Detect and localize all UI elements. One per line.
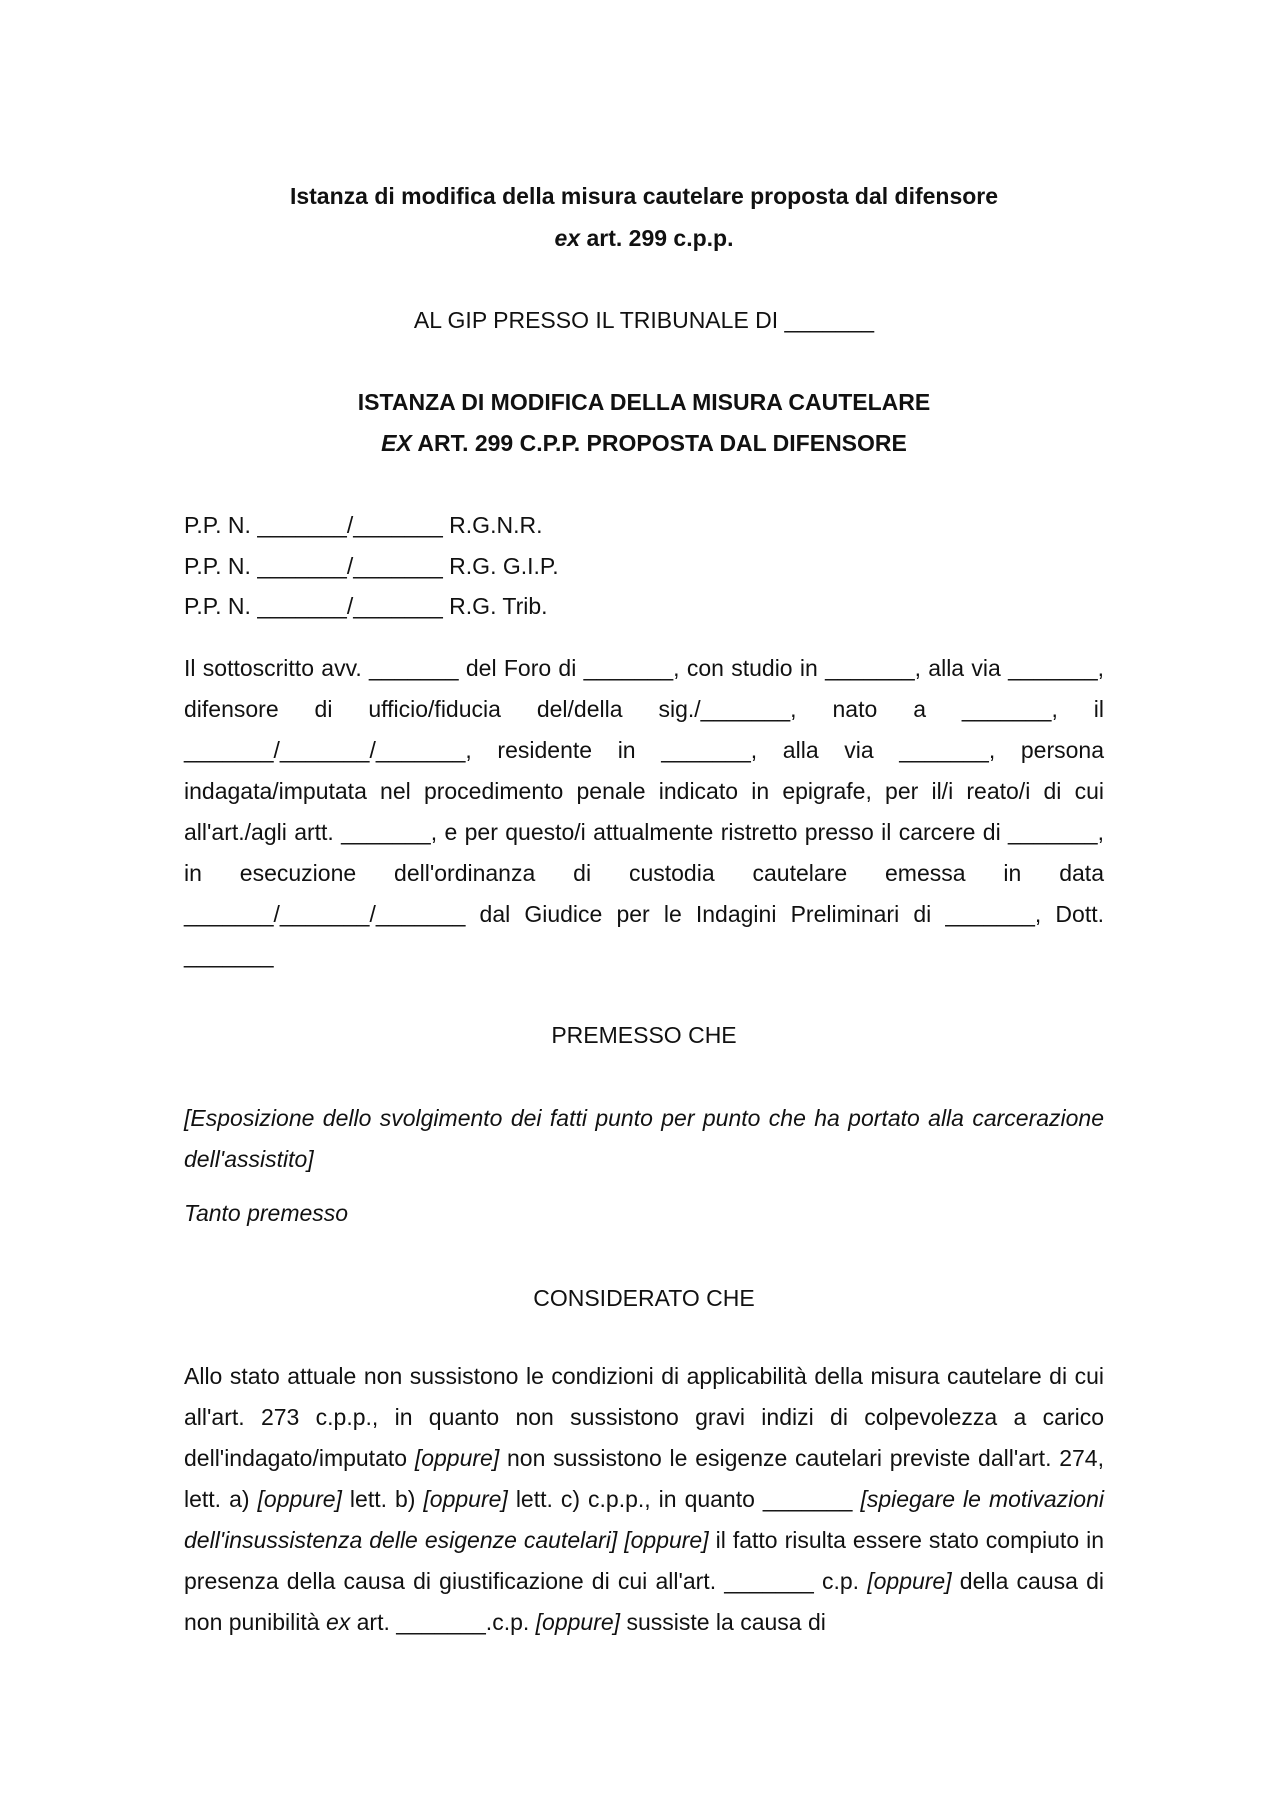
oppure-2: [oppure] bbox=[257, 1486, 342, 1512]
premesso-text: [Esposizione dello svolgimento dei fatti punto per punto che ha portato alla carcerazione dell'assistito] bbox=[184, 1105, 1104, 1172]
oppure-3: [oppure] bbox=[423, 1486, 508, 1512]
tanto-premesso: Tanto premesso bbox=[184, 1200, 349, 1226]
spiegare-note: [spiegare le motivazioni dell'insussistenza delle esigenze cautelari] bbox=[184, 1486, 1104, 1553]
addressee: AL GIP PRESSO IL TRIBUNALE DI _______ bbox=[413, 307, 875, 333]
title-article: art. 299 c.p.p. bbox=[580, 225, 734, 251]
considerato-text-2: non sussistono le esigenze cautelari previste dall'art. 274, lett. a) bbox=[184, 1445, 1104, 1512]
considerato-text-1: Allo stato attuale non sussistono le condizioni di applicabilità della misura cautelare di cui all'art. 273 c.p.p., in quanto non sussistono gravi indizi di colpevolezza a carico dell'indagato/imputato bbox=[184, 1363, 1104, 1471]
considerato-paragraph bbox=[184, 1356, 1104, 1643]
section-premesso: PREMESSO CHE bbox=[551, 1022, 737, 1048]
document-title-line2 bbox=[184, 225, 1104, 252]
case-number-gip: P.P. N. _______/_______ R.G. G.I.P. bbox=[184, 553, 559, 579]
oppure-6: [oppure] bbox=[535, 1609, 621, 1635]
document-title-line1: Istanza di modifica della misura cautelare proposta dal difensore bbox=[289, 183, 999, 209]
heading-line1: ISTANZA DI MODIFICA DELLA MISURA CAUTELARE bbox=[357, 389, 931, 415]
considerato-text-8: art. _______.c.p. bbox=[350, 1609, 536, 1635]
considerato-text-6: il fatto risulta essere stato compiuto in presenza della causa di giustificazione di cui all'art. _______ c.p. bbox=[184, 1527, 1105, 1594]
considerato-text-7: della causa di non punibilità bbox=[184, 1568, 1105, 1635]
oppure-1: [oppure] bbox=[414, 1445, 500, 1471]
heading-article: ART. 299 C.P.P. PROPOSTA DAL DIFENSORE bbox=[411, 430, 907, 456]
considerato-text-9: sussiste la causa di bbox=[620, 1609, 826, 1635]
case-number-trib: P.P. N. _______/_______ R.G. Trib. bbox=[184, 593, 548, 619]
heading-ex: EX bbox=[381, 430, 412, 456]
heading-line2 bbox=[184, 430, 1104, 457]
section-considerato: CONSIDERATO CHE bbox=[533, 1285, 755, 1311]
case-number-rgnr: P.P. N. _______/_______ R.G.N.R. bbox=[184, 512, 543, 538]
considerato-ex: ex bbox=[325, 1609, 351, 1635]
oppure-4: [oppure] bbox=[624, 1527, 709, 1553]
considerato-text-4: lett. c) c.p.p., in quanto _______ bbox=[507, 1486, 861, 1512]
title-ex: ex bbox=[554, 225, 581, 251]
intro-paragraph: Il sottoscritto avv. _______ del Foro di _______, con studio in _______, alla via _______, difensore di ufficio/fiducia del/della sig./_______, nato a _______, il _______/_______/_______, residente in _______, alla via _______, persona indagata/imputata nel procedimento penale indicato in epigrafe, per il/i reato/i di cui all'art./agli artt. _______, e per questo/i attualmente ristretto presso il carcere di _______, in esecuzione dell'ordinanza di custodia cautelare emessa in data _______/_______/_______ dal Giudice per le Indagini Preliminari di _______, Dott. _______ bbox=[184, 655, 1104, 968]
oppure-5: [oppure] bbox=[867, 1568, 952, 1594]
considerato-text-3: lett. b) bbox=[341, 1486, 424, 1512]
